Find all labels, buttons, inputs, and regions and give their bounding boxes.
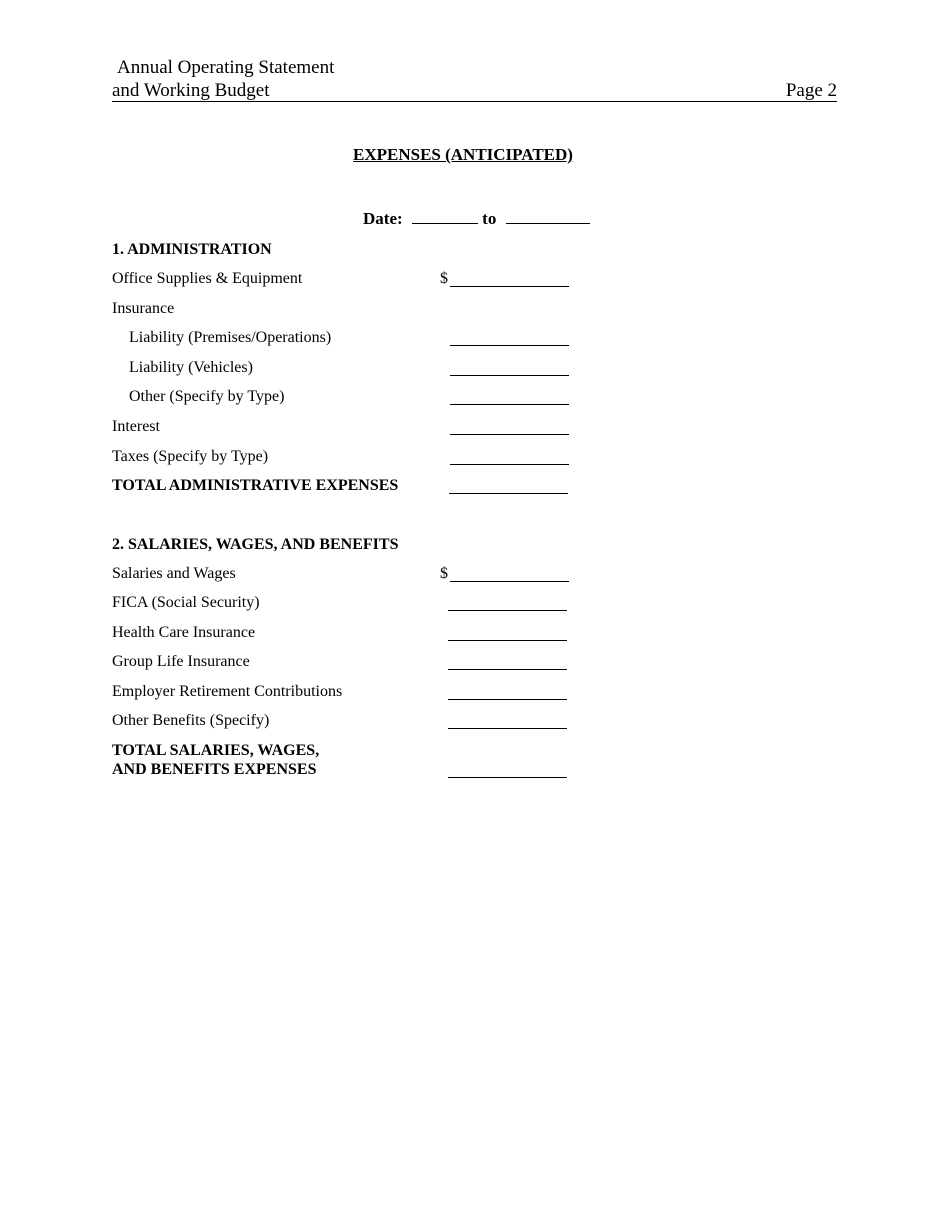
amount-field[interactable] — [450, 434, 569, 435]
page-number: Page 2 — [785, 80, 837, 101]
date-range — [363, 208, 590, 230]
total-label-administration: TOTAL ADMINISTRATIVE EXPENSES — [112, 477, 399, 494]
date-label: Date: — [363, 209, 403, 228]
item-label: Insurance — [112, 300, 175, 317]
total-amount-field[interactable] — [448, 777, 567, 778]
date-to-field[interactable] — [506, 209, 590, 224]
item-label: Salaries and Wages — [112, 565, 236, 582]
item-label: Health Care Insurance — [112, 624, 256, 641]
item-label: Other Benefits (Specify) — [112, 712, 270, 729]
date-to-label: to — [482, 209, 497, 228]
item-label: Employer Retirement Contributions — [112, 683, 343, 700]
page-title: EXPENSES (ANTICIPATED) — [353, 145, 573, 164]
amount-field[interactable] — [448, 728, 567, 729]
amount-field[interactable] — [448, 610, 567, 611]
amount-field[interactable] — [450, 345, 569, 346]
amount-field[interactable] — [450, 375, 569, 376]
header-title-line1: Annual Operating Statement — [117, 57, 335, 78]
item-label: Office Supplies & Equipment — [112, 270, 303, 287]
item-label: FICA (Social Security) — [112, 594, 260, 611]
amount-field[interactable] — [450, 286, 569, 287]
section-heading-salaries: 2. SALARIES, WAGES, AND BENEFITS — [112, 536, 399, 553]
amount-field[interactable] — [450, 581, 569, 582]
total-amount-field[interactable] — [449, 493, 568, 494]
section-heading-administration: 1. ADMINISTRATION — [112, 241, 272, 258]
amount-field[interactable] — [448, 699, 567, 700]
amount-field[interactable] — [448, 669, 567, 670]
item-label: Liability (Premises/Operations) — [129, 329, 332, 346]
item-label: Interest — [112, 418, 160, 435]
amount-field[interactable] — [450, 464, 569, 465]
item-label: Liability (Vehicles) — [129, 359, 253, 376]
item-label: Taxes (Specify by Type) — [112, 448, 269, 465]
date-from-field[interactable] — [412, 209, 478, 224]
total-label-salaries-line1: TOTAL SALARIES, WAGES, — [112, 742, 320, 759]
header-rule — [112, 79, 837, 102]
dollar-sign: $ — [440, 565, 448, 582]
item-label: Group Life Insurance — [112, 653, 250, 670]
total-label-salaries-line2: AND BENEFITS EXPENSES — [112, 761, 317, 778]
amount-field[interactable] — [448, 640, 567, 641]
header-title-line2: and Working Budget — [112, 80, 270, 101]
item-label: Other (Specify by Type) — [129, 388, 285, 405]
amount-field[interactable] — [450, 404, 569, 405]
dollar-sign: $ — [440, 270, 448, 287]
